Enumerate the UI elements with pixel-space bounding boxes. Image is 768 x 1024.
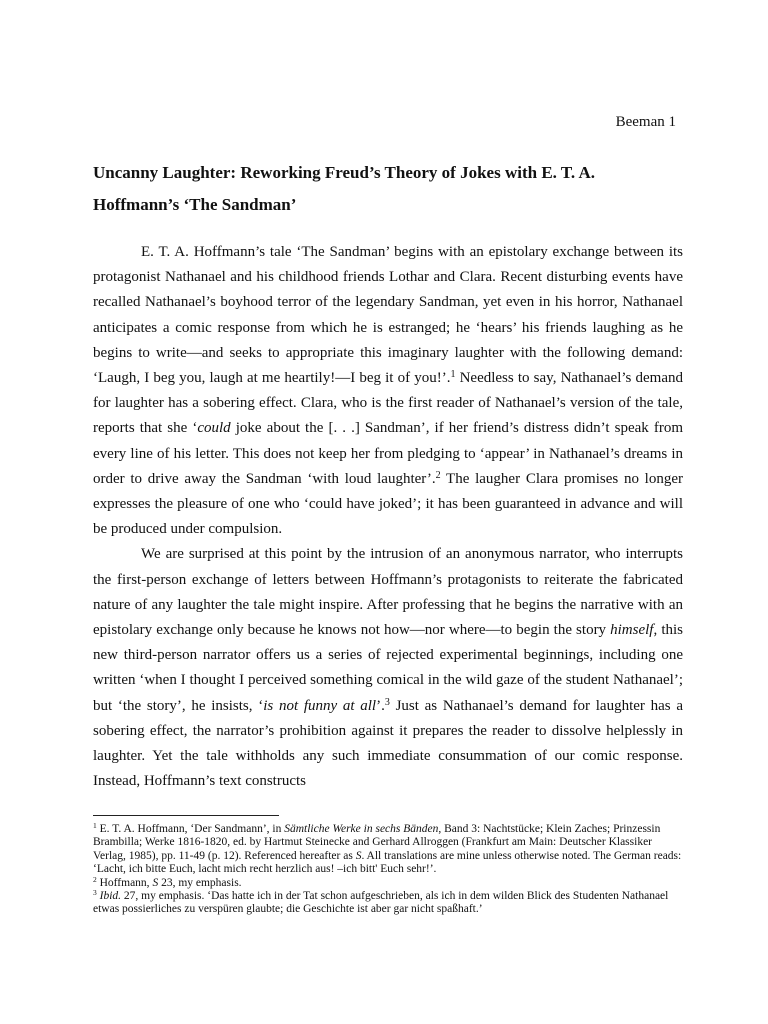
footnote-2-text-b: 23, my emphasis. [158,876,242,889]
footnote-2-text-a: Hoffmann, [96,876,153,889]
footnote-1-text-b: , Band 3: Nachtstücke; Klein Zaches; Prinzessin Brambilla; Werke 1816-1820, ed. by Hartmut Steinecke and Gerhard Allroggen (Frankfurt am Main: Deutscher Klassiker Verlag, 1985), pp. 11-49 (p. 12). Referenced hereafter as [93,823,661,862]
p1-text-a: E. T. A. Hoffmann’s tale ‘The Sandman’ begins with an epistolary exchange between its protagonist Nathanael and his childhood friends Lothar and Clara. Recent disturbing events have recalled Nathanael’s boyhood terror of the legendary Sandman, yet even in his horror, Nathanael anticipates a comic response from which he is estranged; he ‘hears’ his friends laughing as he begins to write—and seeks to appropriate this imaginary laughter with the following demand: ‘Laugh, I beg you, laugh at me heartily!—I beg it of you!’. [93,244,683,387]
body-text [93,240,683,794]
footnote-3 [93,890,683,917]
footnote-ref-2[interactable]: 2 [435,469,441,481]
p1-text-b: Needless to say, Nathanael’s demand for laughter has a sobering effect. Clara, who is the first reader of Nathanael’s version of the tale, reports that she ‘ [93,370,683,437]
p2-text-d: Just as Nathanael’s demand for laughter has a sobering effect, the narrator’s prohibition against it prepares the reader to dissolve helplessly in laughter. Yet the tale withholds any such immediate consummation of our comic response. Instead, Hoffmann’s text constructs [93,697,683,790]
title-line-1: Uncanny Laughter: Reworking Freud’s Theory of Jokes with E. T. A. [93,163,596,182]
p1-text-d: The laugher Clara promises no longer expresses the pleasure of one who ‘could have joked’; it has been guaranteed in advance and will be produced under compulsion. [93,470,683,538]
p2-text-c: ’. [376,697,385,714]
footnote-1-number: 1 [93,821,97,830]
footnote-ref-1[interactable]: 1 [450,369,456,381]
footnote-divider [93,815,279,816]
footnote-1-text-c: . All translations are mine unless otherwise noted. The German reads: ‘Lacht, ich bitte Euch, lacht mich recht herzlich aus! –ich bitt' Euch sehr!’. [93,849,682,876]
footnote-1-book-title: Sämtliche Werke in sechs Bänden [284,823,439,835]
p2-emphasis-not-funny: is not funny at all [263,697,377,714]
footnote-3-text-b: 27, my emphasis. ‘Das hatte ich in der Tat schon aufgeschrieben, als ich in dem wilden Blick des Studenten Nathanael etwas possierliches zu verspüren glaubte; die Geschichte ist aber gar nicht spaßhaft.’ [93,890,669,916]
p1-emphasis-could: could [197,420,231,437]
p1-text-c: joke about the [. . .] Sandman’, if her friend’s distress didn’t speak from every line of his letter. This does not keep her from pledging to ‘appear’ in Nathanael’s dreams in order to drive away the Sandman ‘with loud laughter’. [93,420,683,487]
footnote-ref-3[interactable]: 3 [384,696,390,708]
title-line-2: Hoffmann’s ‘The Sandman’ [93,195,297,214]
p2-emphasis-himself: himself [610,622,654,639]
footnote-2-abbrev: S [152,876,159,889]
running-head: Beeman 1 [615,114,676,130]
footnote-2 [93,874,683,890]
footnotes [93,823,683,917]
footnote-1 [93,823,683,877]
footnote-3-number: 3 [93,888,97,898]
paper-title [93,157,683,221]
footnote-1-abbrev: S [355,849,362,862]
paragraph-1 [93,240,683,542]
p2-text-b: , this new third-person narrator offers us a series of rejected experimental beginnings, including one written ‘when I thought I perceived something comical in the wild gaze of the student Nathanael’; but ‘the story’, he insists, ‘ [93,622,683,714]
paragraph-2 [93,542,683,794]
footnote-1-text-a: E. T. A. Hoffmann, ‘Der Sandmann’, in [96,823,285,835]
footnote-2-number: 2 [93,874,97,884]
footnote-3-ibid: Ibid. [99,890,122,903]
p2-text-a: We are surprised at this point by the intrusion of an anonymous narrator, who interrupts the first-person exchange of letters between Hoffmann’s protagonists to reiterate the fabricated nature of any laughter the tale might inspire. After professing that he begins the narrative with an epistolary exchange only because he knows not how—nor where—to begin the story [93,546,683,639]
